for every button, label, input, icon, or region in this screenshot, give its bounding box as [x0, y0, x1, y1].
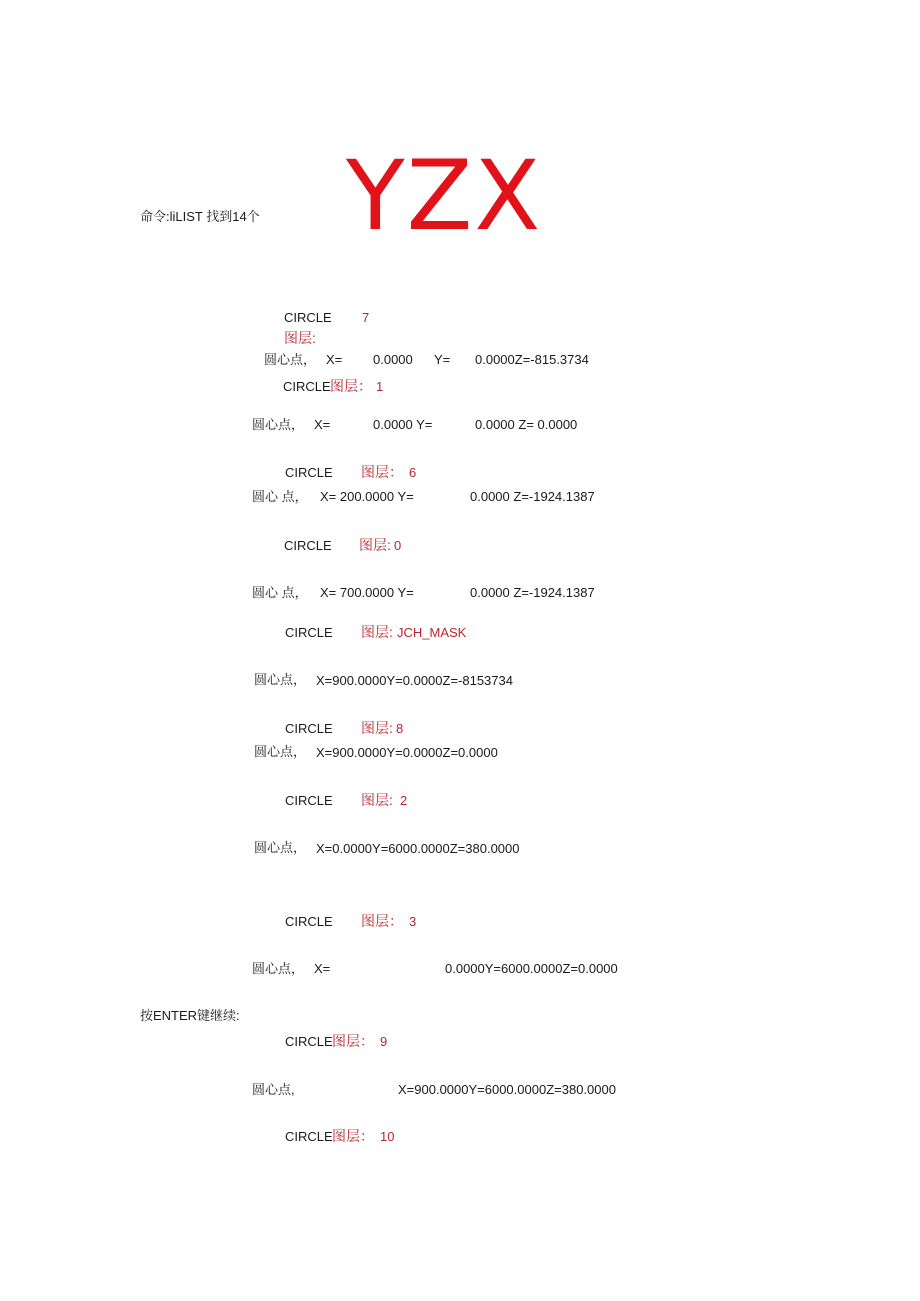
circle-type-label: CIRCLE — [285, 1034, 333, 1049]
layer-label: 图层： — [332, 1033, 374, 1049]
x-value: 0.0000 Y= — [373, 417, 433, 432]
center-point-label: 圆心点， — [252, 961, 305, 976]
layer-label: 图层: — [361, 720, 393, 736]
layer-value: 9 — [380, 1034, 388, 1049]
layer-value: JCH_MASK — [397, 625, 467, 640]
coordinates: X=900.0000Y=0.0000Z=-8153734 — [316, 673, 513, 688]
x-label: X= — [314, 417, 331, 432]
layer-label: 图层： — [332, 1128, 374, 1144]
center-point-label: 圆心 点， — [252, 489, 308, 504]
circle-type-label: CIRCLE — [285, 625, 333, 640]
layer-label: 图层： — [361, 464, 403, 480]
continue-prompt: 按ENTER键继续: — [140, 1008, 240, 1023]
center-point-label: 圆心点， — [252, 417, 305, 432]
circle-type-label: CIRCLE — [284, 538, 332, 553]
command-line: 命令:liLIST 找到14个 — [140, 209, 260, 224]
layer-value: 10 — [380, 1129, 395, 1144]
yz-value: 0.0000 Z=-1924.1387 — [470, 585, 595, 600]
center-point-label: 圆心点， — [254, 840, 307, 855]
circle-type-label: CIRCLE — [285, 914, 333, 929]
circle-type-label: CIRCLE — [283, 379, 331, 394]
yz-value: 0.0000 Z= 0.0000 — [475, 417, 578, 432]
circle-type-label: CIRCLE — [285, 1129, 333, 1144]
center-point-label: 圆心点， — [254, 672, 307, 687]
x-label: X= — [326, 352, 343, 367]
layer-value: 2 — [400, 793, 408, 808]
center-point-label: 圆心点， — [264, 352, 317, 367]
center-point-label: 圆心点， — [254, 744, 307, 759]
coordinates: X=900.0000Y=6000.0000Z=380.0000 — [398, 1082, 616, 1097]
coordinates: X=0.0000Y=6000.0000Z=380.0000 — [316, 841, 520, 856]
circle-type-label: CIRCLE — [284, 310, 332, 325]
layer-value: 7 — [362, 310, 370, 325]
logo-text: YZX — [346, 140, 543, 252]
circle-type-label: CIRCLE — [285, 721, 333, 736]
circle-type-label: CIRCLE — [285, 793, 333, 808]
coordinates: X=900.0000Y=0.0000Z=0.0000 — [316, 745, 498, 760]
layer-value: 6 — [409, 465, 417, 480]
layer-value: 3 — [409, 914, 417, 929]
yz-value: 0.0000 Z=-1924.1387 — [470, 489, 595, 504]
layer-label: 图层： — [330, 378, 372, 394]
layer-value: 0 — [394, 538, 402, 553]
yz-value: 0.0000Z=-815.3734 — [475, 352, 589, 367]
layer-label: 图层： — [361, 913, 403, 929]
layer-label: 图层: — [284, 330, 316, 346]
x-label: X= 200.0000 Y= — [320, 489, 414, 504]
center-point-label: 圆心 点， — [252, 585, 308, 600]
layer-value: 8 — [396, 721, 404, 736]
x-value: 0.0000 — [373, 352, 413, 367]
x-label: X= 700.0000 Y= — [320, 585, 414, 600]
y-label: Y= — [434, 352, 451, 367]
layer-value: 1 — [376, 379, 384, 394]
x-label: X= — [314, 961, 331, 976]
layer-label: 图层: — [359, 537, 391, 553]
layer-label: 图层: — [361, 624, 393, 640]
yz-value: 0.0000Y=6000.0000Z=0.0000 — [445, 961, 618, 976]
layer-label: 图层: — [361, 792, 393, 808]
center-point-label: 圆心点, — [252, 1082, 295, 1097]
circle-type-label: CIRCLE — [285, 465, 333, 480]
